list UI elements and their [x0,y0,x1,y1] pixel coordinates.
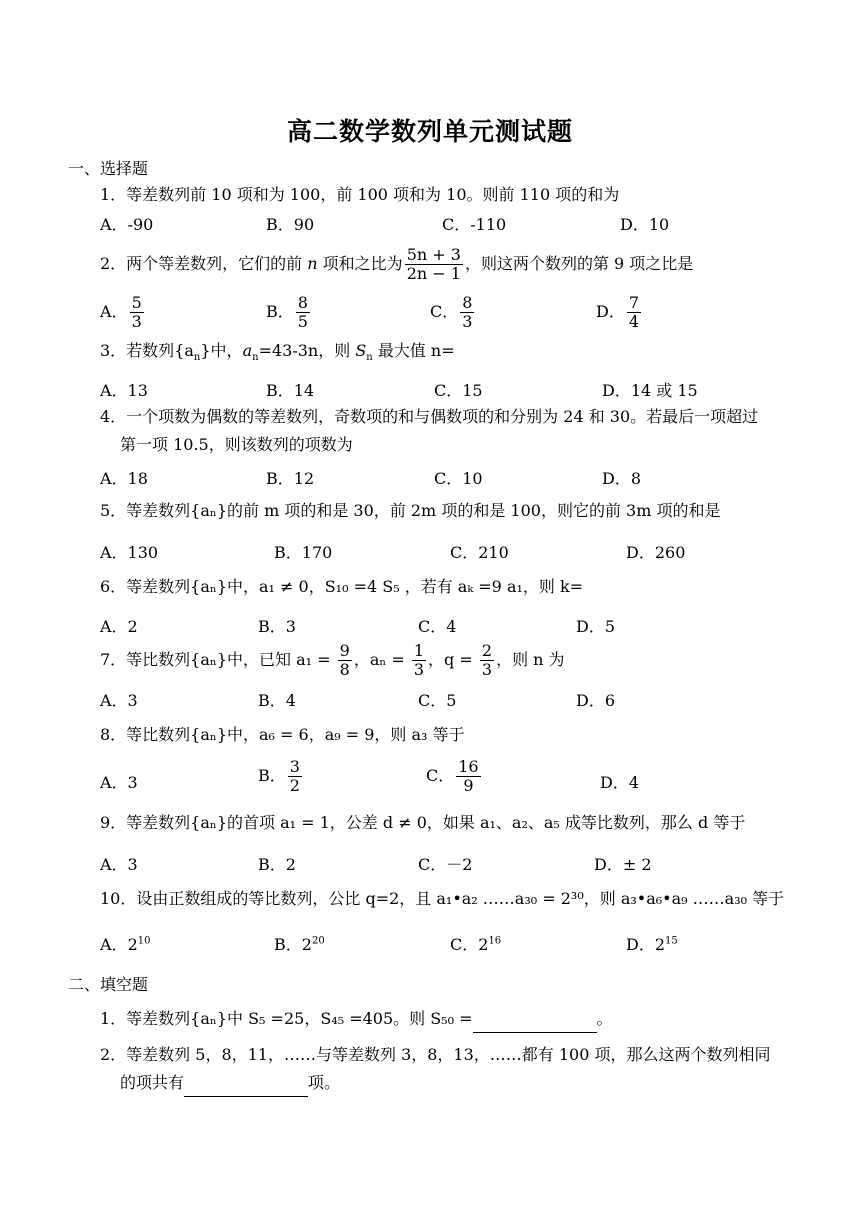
option-a: A．18 [100,469,148,488]
question-2-mid: 项和之比为 [317,254,403,273]
question-10: 10．设由正数组成的等比数列，公比 q=2，且 a₁•a₂ ……a₃₀ = 2³⁰，则 a₃•a₆•a₉ ……a₃₀ 等于 [100,889,785,908]
question-2-pre: 2．两个等差数列，它们的前 [100,254,308,273]
question-2-options [100,286,800,330]
section-fill-heading: 二、填空题 [68,975,149,994]
question-7-options [100,688,800,718]
option-c: C．5 [418,691,457,710]
option-b: B．3 [258,617,296,636]
question-7: 7．等比数列{aₙ}中，已知 a₁ = $\frac{9}{8}$ ，aₙ = $\frac{1}{3}$ ，q = $\frac{2}{3}$ ，则 n 为 [100,641,565,679]
option-a: A．2 [100,617,138,636]
fill-question-2-line-1: 2．等差数列 5，8，11，……与等差数列 3，8，13，……都有 100 项，那么这两个数列相同 [100,1045,771,1064]
question-4-line-2: 第一项 10.5，则该数列的项数为 [120,435,353,454]
option-d: D．14 或 15 [602,381,698,400]
option-a: A．13 [100,381,148,400]
option-c: C．10 [434,469,483,488]
question-9: 9．等差数列{aₙ}的首项 a₁ = 1，公差 d ≠ 0，如果 a₁、a₂、a₅ 成等比数列，那么 d 等于 [100,813,746,832]
option-c: C．-110 [442,215,507,234]
option-c: C．$2^{16}$ [450,935,502,954]
question-6: 6．等差数列{aₙ}中，a₁ ≠ 0，S₁₀ =4 S₅ ，若有 aₖ =9 a₁，则 k= [100,577,584,596]
question-4-options [100,466,800,496]
option-c: C．－2 [418,855,473,874]
option-b: B． $\frac{8}{5}$ [266,293,308,331]
answer-blank [473,1006,597,1033]
question-2 [100,244,800,284]
option-d: D． $\frac{7}{4}$ [596,293,640,331]
question-3: 3．若数列$\{a_n\}$中，$a_n=43-3n$，则 $S_n$ 最大值 n= [100,341,455,364]
fill-question-1: 1．等差数列{aₙ}中 S₅ =25，S₄₅ =405。则 S₅₀ = 。 [100,1006,800,1033]
option-d: D．260 [626,543,686,562]
question-10-options [100,932,800,962]
option-a: A．3 [100,855,138,874]
question-2-fraction: $\frac{5n + 3}{2n - 1}$ [406,245,461,283]
question-5-options [100,540,800,570]
option-b: B．4 [258,691,296,710]
fill-question-2-line-2: 的项共有 项。 [120,1070,820,1097]
question-4-line-1: 4．一个项数为偶数的等差数列，奇数项的和与偶数项的和分别为 24 和 30。若最后一项超过 [100,407,759,426]
option-d: D．4 [600,773,640,792]
option-a: A．-90 [100,215,154,234]
option-b: B．90 [266,215,315,234]
option-a: A．$2^{10}$ [100,935,151,954]
option-b: B．170 [274,543,333,562]
option-c: C．15 [434,381,483,400]
option-b: B．$2^{20}$ [274,935,325,954]
option-d: D．5 [576,617,616,636]
option-b: B．12 [266,469,315,488]
answer-blank [184,1070,308,1097]
option-c: C． $\frac{8}{3}$ [430,293,473,331]
question-5: 5．等差数列{aₙ}的前 m 项的和是 30，前 2m 项的和是 100，则它的前 3m 项的和是 [100,501,721,520]
option-c: C． $\frac{16}{9}$ [426,757,479,795]
option-a: A．3 [100,691,138,710]
option-d: D．10 [620,215,670,234]
option-b: B． $\frac{3}{2}$ [258,757,300,795]
option-b: B．14 [266,381,315,400]
option-a: A．3 [100,773,138,792]
question-8-options [100,758,800,804]
question-2-var: n [307,254,318,273]
section-choice-heading: 一、选择题 [68,159,149,178]
question-2-post: ，则这两个数列的第 9 项之比是 [464,254,694,273]
question-1-options [100,212,800,242]
option-d: D．6 [576,691,616,710]
question-9-options [100,852,800,882]
option-d: D．$2^{15}$ [626,935,678,954]
page-title: 高二数学数列单元测试题 [286,117,573,146]
option-c: C．4 [418,617,457,636]
question-8: 8．等比数列{aₙ}中，a₆ = 6，a₉ = 9，则 a₃ 等于 [100,725,465,744]
question-1: 1．等差数列前 10 项和为 100，前 100 项和为 10。则前 110 项的和为 [100,185,620,204]
option-d: D．± 2 [594,855,652,874]
option-d: D．8 [602,469,642,488]
option-b: B．2 [258,855,296,874]
option-c: C．210 [450,543,509,562]
option-a: A．130 [100,543,159,562]
option-a: A． $\frac{5}{3}$ [100,293,142,331]
